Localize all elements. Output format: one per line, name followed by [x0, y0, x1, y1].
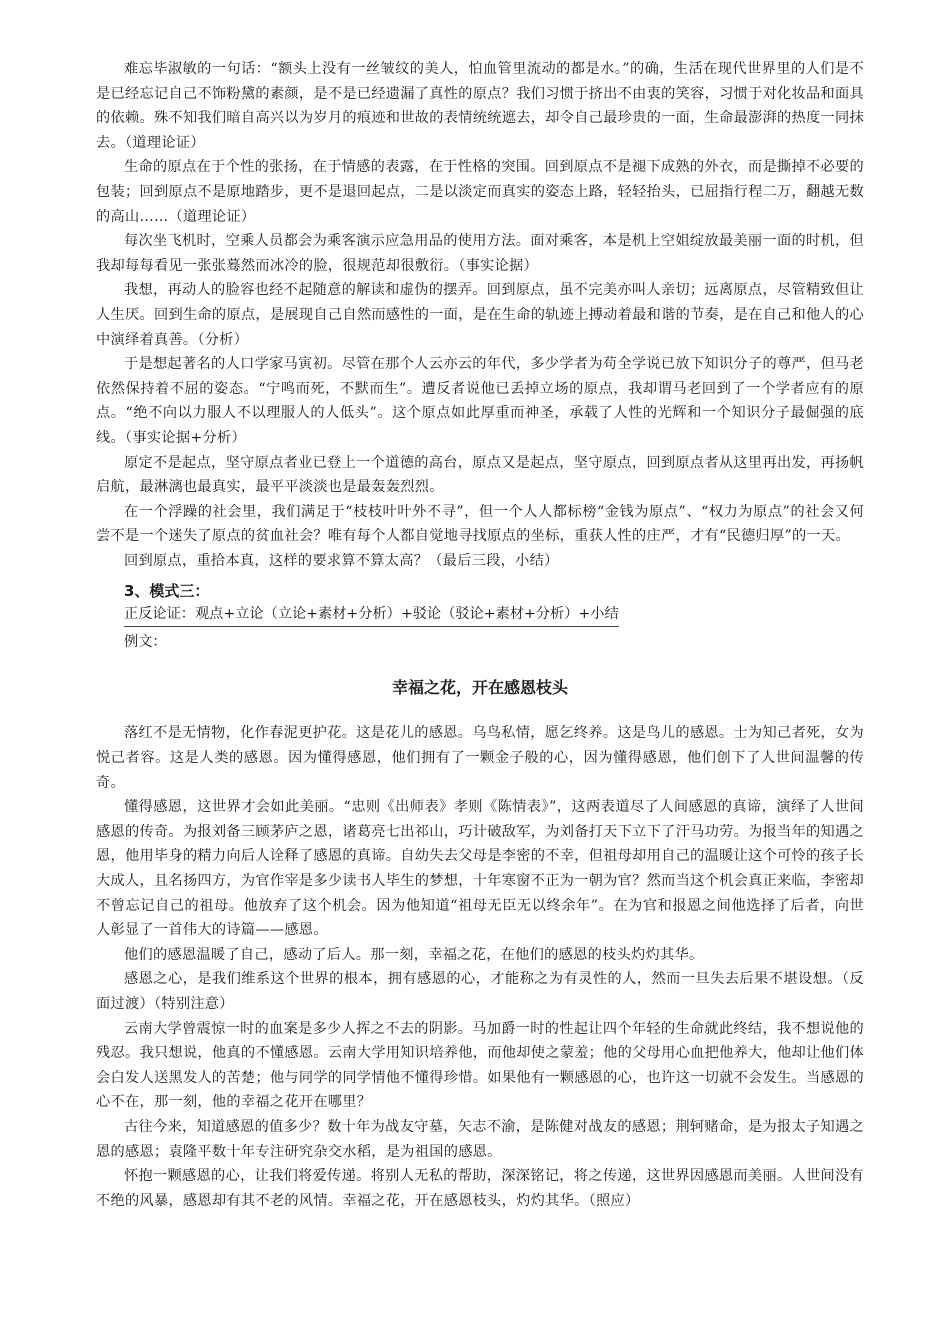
essay-paragraph: 古往今来，知道感恩的值多少？数十年为战友守墓，矢志不渝，是陈健对战友的感恩；荆轲赌命，是为报太子知遇之恩的感恩；袁隆平数十年专注研究杂交水稻，是为祖国的感恩。	[96, 1118, 864, 1160]
essay-paragraph: 感恩之心，是我们维系这个世界的根本，拥有感恩的心，才能称之为有灵性的人，然而一旦失去后果不堪设想。（反面过渡）（特别注意）	[96, 971, 864, 1012]
essay-paragraph: 怀抱一颗感恩的心，让我们将爱传递。将别人无私的帮助，深深铭记，将之传递，这世界因感恩而美丽。人世间没有不绝的风暴，感恩却有其不老的风情。幸福之花，开在感恩枝头，灼灼其华。（照应）	[96, 1168, 864, 1209]
body-paragraph: 于是想起著名的人口学家马寅初。尽管在那个人云亦云的年代，多少学者为苟全学说已放下知识分子的尊严，但马老依然保持着不屈的姿态。“宁鸣而死，不默而生”。遭反者说他已丢掉立场的原点，我却谓马老回到了一个学者应有的原点。“绝不向以力服人不以理服人的人低头”。这个原点如此厚重而神圣，承载了人性的光辉和一个知识分子最倔强的底线。（事实论据+分析）	[96, 356, 864, 446]
document-page	[96, 57, 864, 1213]
body-paragraph: 回到原点，重拾本真，这样的要求算不算太高？（最后三段，小结）	[124, 552, 559, 569]
mode-structure: 正反论证：观点+立论（立论+素材+分析）+驳论（驳论+素材+分析）+小结	[124, 603, 619, 627]
example-label: 例文：	[124, 634, 167, 651]
essay-title: 幸福之花，开在感恩枝头	[391, 678, 568, 698]
body-paragraph: 原定不是起点，坚守原点者业已登上一个道德的高台，原点又是起点，坚守原点，回到原点者从这里再出发，再扬帆启航，最淋漓也最真实，最平平淡淡也是最轰轰烈烈。	[96, 454, 864, 496]
essay-paragraph: 懂得感恩，这世界才会如此美丽。“忠则《出师表》孝则《陈情表》”，这两表道尽了人间感恩的真谛，演绎了人世间感恩的传奇。为报刘备三顾茅庐之恩，诸葛亮七出祁山，巧计破敌军，为刘备打天下立下了汗马功劳。为报当年的知遇之恩，他用毕身的精力向后人诠释了感恩的真谛。自幼失去父母是李密的不幸，但祖母却用自己的温暖让这个可怜的孩子长大成人，且名扬四方，为官作宰是多少读书人毕生的梦想，十年寒窗不正为一朝为官？然而当这个机会真正来临，李密却不曾忘记自己的祖母。他放弃了这个机会。因为他知道“祖母无臣无以终余年”。在为官和报恩之间他选择了后者，向世人彰显了一首伟大的诗篇——感恩。	[96, 799, 864, 939]
essay-paragraph: 落红不是无情物，化作春泥更护花。这是花儿的感恩。乌鸟私情，愿乞终养。这是鸟儿的感恩。士为知己者死，女为悦己者容。这是人类的感恩。因为懂得感恩，他们拥有了一颗金子般的心，因为懂得感恩，他们创下了人世间温馨的传奇。	[96, 725, 864, 791]
body-paragraph: 每次坐飞机时，空乘人员都会为乘客演示应急用品的使用方法。面对乘客，本是机上空姐绽放最美丽一面的时机，但我却每每看见一张张蓦然而冰冷的脸，很规范却很敷衍。（事实论据）	[96, 233, 864, 274]
essay-paragraph: 他们的感恩温暖了自己，感动了后人。那一刻，幸福之花，在他们的感恩的枝头灼灼其华。	[124, 946, 704, 963]
body-paragraph: 难忘毕淑敏的一句话：“额头上没有一丝皱纹的美人，怕血管里流动的都是水。”的确，生活在现代世界里的人们是不是已经忘记自己不饰粉黛的素颜，是不是已经遗漏了真性的原点？我们习惯于挤出不由衷的笑容，习惯于对化妆品和面具的依赖。殊不知我们暗自高兴以为岁月的痕迹和世故的表情统统遮去，却令自己最珍贵的一面，生命最澎湃的热度一同抹去。（道理论证）	[96, 61, 864, 151]
essay-paragraph: 云南大学曾震惊一时的血案是多少人挥之不去的阴影。马加爵一时的性起让四个年轻的生命就此终结，我不想说他的残忍。我只想说，他真的不懂感恩。云南大学用知识培养他，而他却使之蒙羞；他的父母用心血把他养大，他却让他们体会白发人送黑发人的苦楚；他与同学的同学情他不懂得珍惜。如果他有一颗感恩的心，也许这一切就不会发生。当感恩的心不在，那一刻，他的幸福之花开在哪里？	[96, 1020, 864, 1111]
body-paragraph: 生命的原点在于个性的张扬，在于情感的表露，在于性格的突围。回到原点不是褪下成熟的外衣，而是撕掉不必要的包装；回到原点不是原地踏步，更不是退回起点，二是以淡定而真实的姿态上路，轻轻抬头，已屈指行程二万，翻越无数的高山……（道理论证）	[96, 159, 864, 225]
section-one	[96, 57, 864, 573]
mode-three-section	[96, 579, 864, 653]
body-paragraph: 在一个浮躁的社会里，我们满足于“枝枝叶叶外不寻”，但一个人人都标榜“金钱为原点”、“权力为原点”的社会又何尝不是一个迷失了原点的贫血社会？唯有每个人都自觉地寻找原点的坐标，重获人性的庄严，才有“民德归厚”的一天。	[96, 503, 864, 545]
body-paragraph: 我想，再动人的脸容也经不起随意的解读和虚伪的摆弄。回到原点，虽不完美亦叫人亲切；远离原点，尽管精致但让人生厌。回到生命的原点，是展现自己自然而感性的一面，是在生命的轨迹上搏动着最和谐的节奏，是在自己和他人的心中演绎着真善。（分析）	[96, 282, 864, 348]
mode-heading: 3、模式三：	[124, 582, 210, 601]
example-essay	[96, 675, 864, 1213]
